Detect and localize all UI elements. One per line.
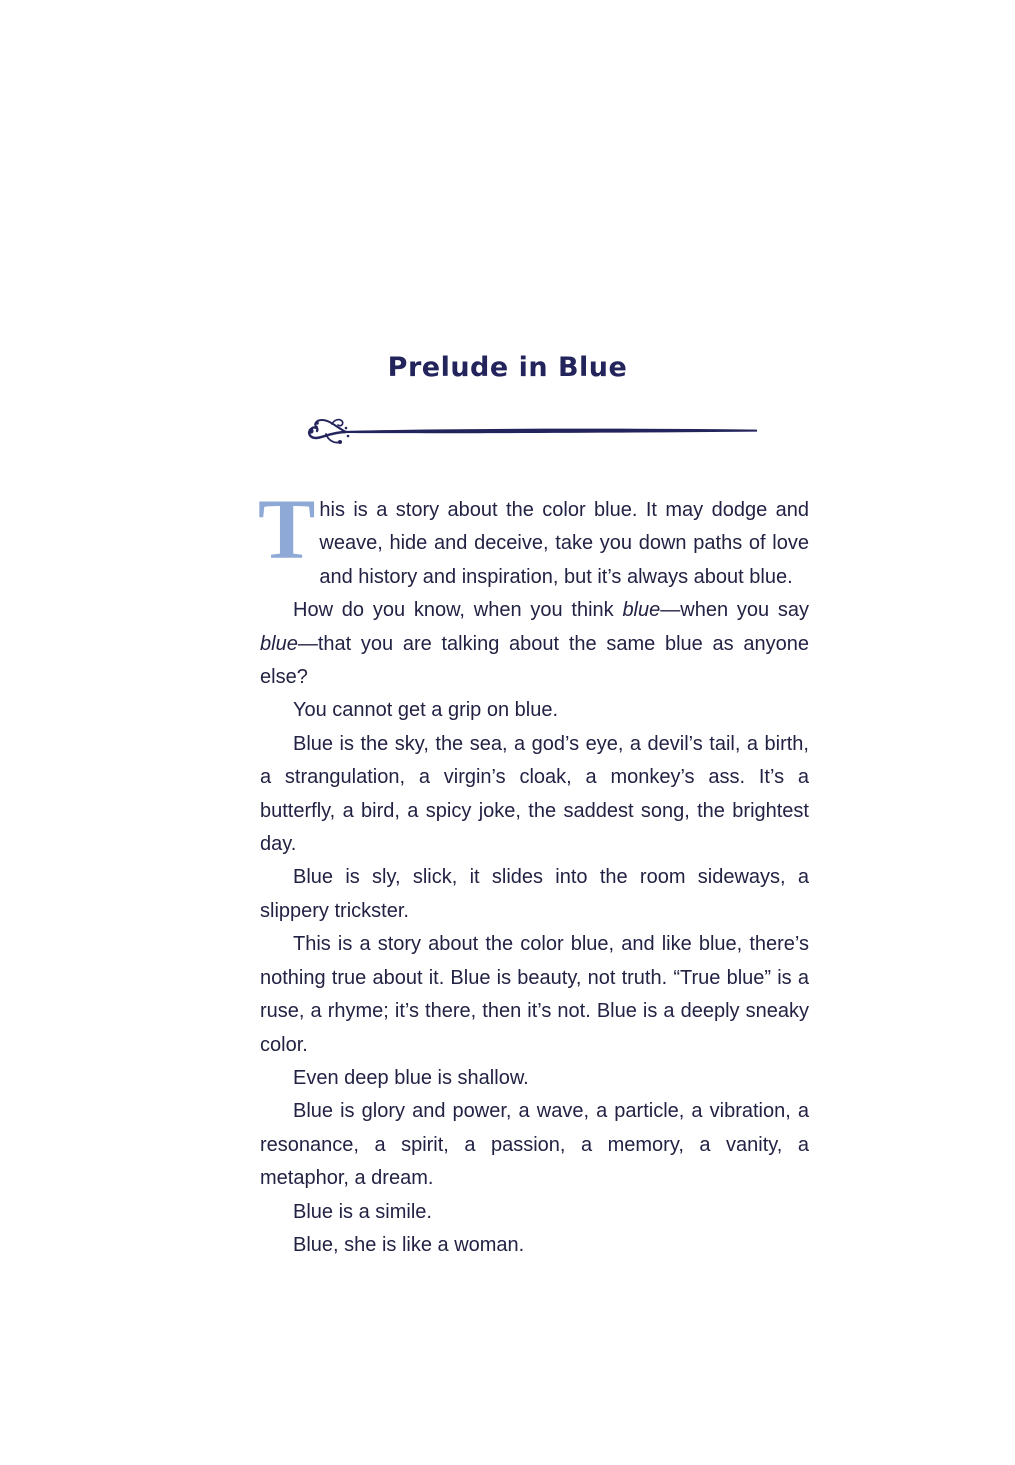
paragraph-1 (258, 481, 809, 594)
paragraph-7: Even deep blue is shallow. (293, 1066, 529, 1089)
emphasis-text: blue (622, 599, 661, 622)
paragraph-text-part: —when you say (660, 599, 809, 622)
paragraph-9: Blue is a simile. (293, 1200, 432, 1223)
emphasis-text: blue (260, 632, 298, 655)
paragraph-text-part: —that you are talking about the same blue as anyone else? (260, 632, 809, 689)
chapter-body (258, 481, 809, 1262)
chapter-title: Prelude in Blue (387, 352, 628, 383)
paragraph-2 (260, 594, 809, 694)
paragraph-5: Blue is sly, slick, it slides into the room sideways, a slippery trickster. (260, 866, 809, 922)
paragraph-6: This is a story about the color blue, and like blue, there’s nothing true about it. Blue is beauty, not truth. “True blue” is a ruse, a rhyme; it’s there, then it’s not. Blue is a deeply sneaky color. (260, 933, 809, 1056)
paragraph-text: his is a story about the color blue. It may dodge and weave, hide and deceive, take you down paths of love and history and inspiration, but it’s always about blue. (319, 499, 809, 588)
paragraph-3: You cannot get a grip on blue. (293, 699, 559, 722)
paragraph-8: Blue is glory and power, a wave, a particle, a vibration, a resonance, a spirit, a passion, a memory, a vanity, a metaphor, a dream. (260, 1100, 809, 1190)
paragraph-10: Blue, she is like a woman. (293, 1233, 525, 1256)
flourish-rule-icon (302, 412, 760, 452)
drop-cap: T (258, 481, 316, 577)
paragraph-4: Blue is the sky, the sea, a god’s eye, a devil’s tail, a birth, a strangulation, a virgin’s cloak, a monkey’s ass. It’s a butterfly, a bird, a spicy joke, the saddest song, the brightest day. (260, 732, 809, 856)
paragraph-text-part: How do you know, when you think (293, 599, 623, 622)
